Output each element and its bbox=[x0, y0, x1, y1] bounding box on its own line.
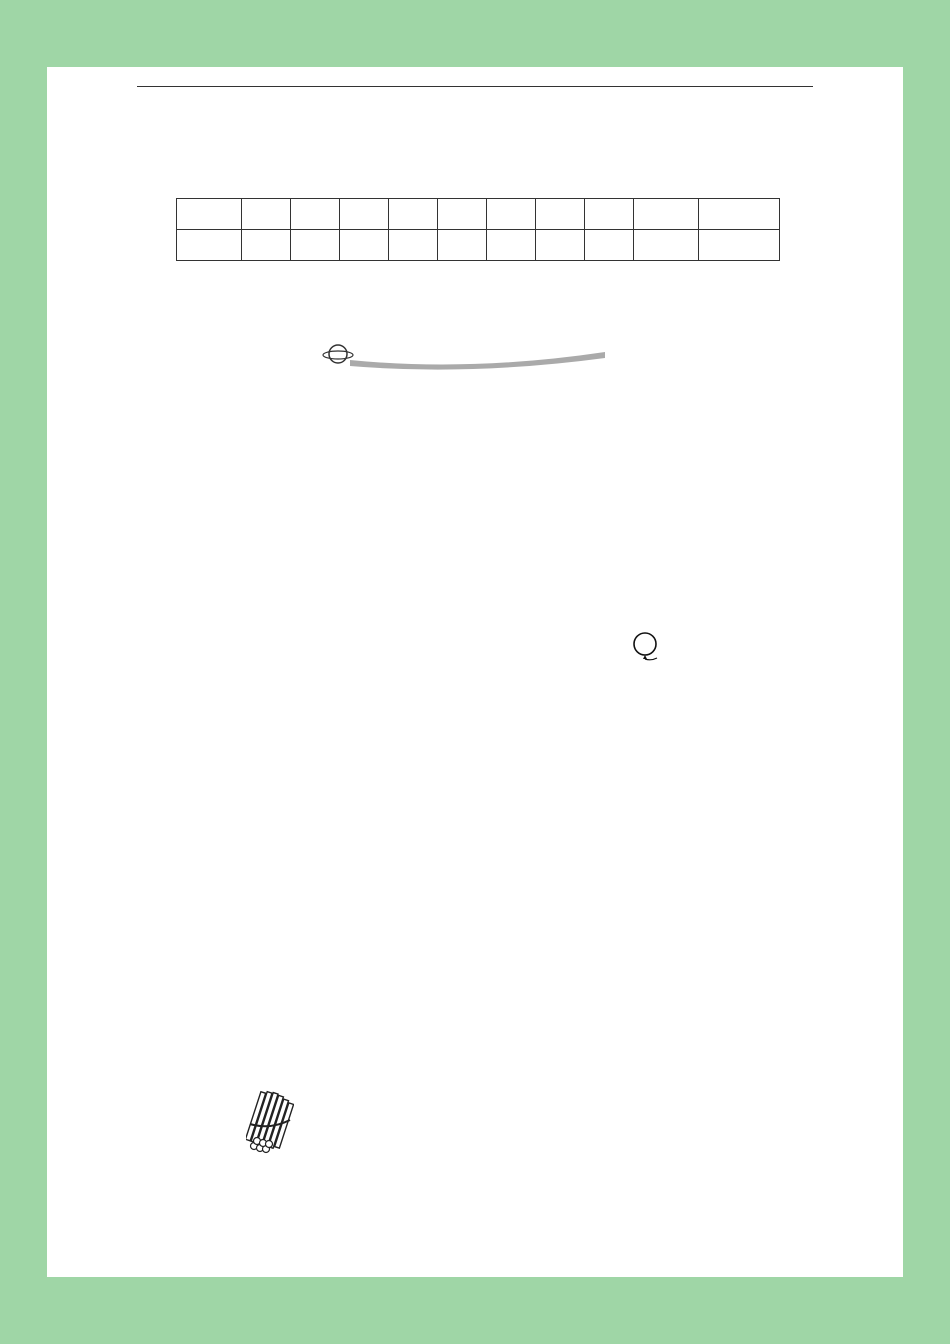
abacus-3 bbox=[676, 758, 786, 870]
abacus1-write bbox=[178, 886, 236, 906]
stick-bundle-icon bbox=[246, 1090, 294, 1154]
flower-icon bbox=[631, 495, 663, 519]
flower-grid bbox=[190, 436, 550, 568]
score-cell[interactable] bbox=[291, 230, 340, 261]
score-header-cell bbox=[536, 199, 585, 230]
score-header-cell bbox=[438, 199, 487, 230]
abacus-1 bbox=[204, 758, 314, 870]
banner-decoration bbox=[320, 336, 610, 372]
balloon-icon bbox=[631, 632, 661, 662]
score-cell[interactable] bbox=[536, 230, 585, 261]
planet-icon bbox=[329, 345, 347, 363]
abacus2-read bbox=[431, 918, 489, 938]
score-cell[interactable] bbox=[585, 230, 634, 261]
score-header-cell bbox=[177, 199, 242, 230]
score-header-cell bbox=[634, 199, 699, 230]
banner-swoosh bbox=[350, 352, 605, 370]
score-table bbox=[176, 198, 780, 261]
score-header-cell bbox=[487, 199, 536, 230]
score-cell[interactable] bbox=[699, 230, 780, 261]
abacus3-write bbox=[674, 886, 732, 906]
header-rule bbox=[137, 86, 813, 87]
score-row-label bbox=[177, 230, 242, 261]
score-header-cell bbox=[699, 199, 780, 230]
q2-prompt bbox=[573, 632, 661, 662]
score-header-cell bbox=[340, 199, 389, 230]
score-header-cell bbox=[389, 199, 438, 230]
abacus2-write bbox=[431, 886, 489, 906]
score-cell[interactable] bbox=[438, 230, 487, 261]
score-cell[interactable] bbox=[487, 230, 536, 261]
abacus3-read bbox=[674, 918, 732, 938]
score-cell[interactable] bbox=[634, 230, 699, 261]
score-value-row bbox=[177, 230, 780, 261]
score-header-cell bbox=[585, 199, 634, 230]
abacus1-read bbox=[178, 918, 236, 938]
score-header-row bbox=[177, 199, 780, 230]
q1-prompt bbox=[573, 495, 663, 519]
score-cell[interactable] bbox=[340, 230, 389, 261]
score-header-cell bbox=[242, 199, 291, 230]
score-cell[interactable] bbox=[389, 230, 438, 261]
abacus-2 bbox=[432, 758, 542, 870]
score-cell[interactable] bbox=[242, 230, 291, 261]
balloon-grid bbox=[190, 576, 530, 704]
score-header-cell bbox=[291, 199, 340, 230]
